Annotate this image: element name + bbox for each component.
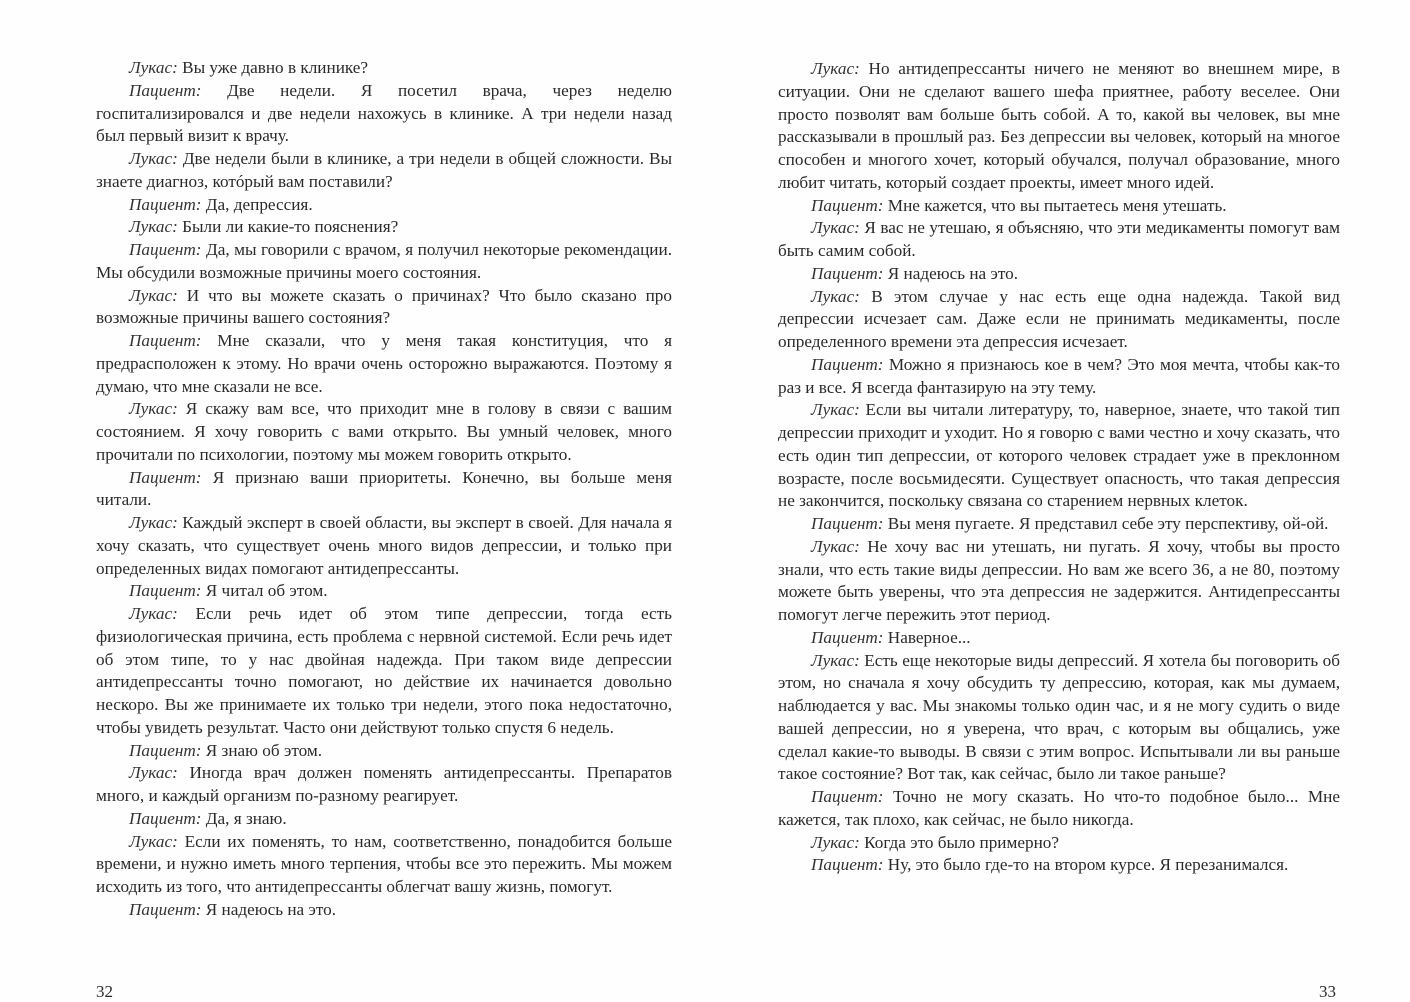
utterance-text: Иногда врач должен поменять антидепрессанты. Препаратов много, и каждый организм по-разному реагирует. [96, 763, 672, 805]
utterance-text: В этом случае у нас есть еще одна надежда. Такой вид депрессии исчезает сам. Даже если не принимать медикаменты, после определенного времени эта депрессия исчезает. [778, 286, 1340, 351]
speaker-label: Пациент: [129, 467, 202, 487]
page-number-left: 32 [96, 982, 113, 1001]
utterance-text: Я надеюсь на это. [201, 899, 337, 919]
utterance-text: Две недели. Я посетил врача, через неделю госпитализировался и две недели нахожусь в клинике. А три недели назад был первый визит к врачу. [96, 80, 672, 146]
dialogue-paragraph [778, 786, 1340, 832]
dialogue-paragraph [778, 513, 1340, 536]
utterance-text: Наверное... [883, 627, 971, 647]
speaker-label: Пациент: [811, 787, 884, 806]
utterance-text: Есть еще некоторые виды депрессий. Я хотела бы поговорить об этом, но сначала я хочу обсудить ту депрессию, которая, как мы думаем, наблюдается у вас. Мы знакомы только один час, и я не могу судить о виде вашей депрессии, но я уверена, что врач, с которым вы общались, уже сделал какие-то выводы. В связи с этим вопрос. Испытывали ли вы раньше такое состояние? Вот так, как сейчас, было ли такое раньше? [778, 650, 1340, 784]
utterance-text: Точно не могу сказать. Но что-то подобное было... Мне кажется, так плохо, как сейчас, не было никогда. [778, 787, 1340, 829]
right-page [705, 0, 1410, 1000]
speaker-label: Пациент: [129, 194, 202, 214]
utterance-text: Вы меня пугаете. Я представил себе эту перспективу, ой-ой. [883, 514, 1329, 533]
speaker-label: Лукас: [129, 763, 178, 783]
utterance-text: Но антидепрессанты ничего не меняют во внешнем мире, в ситуации. Они не сделают вашего шефа приятнее, работу веселее. Они просто позволят вам больше быть собой. А то, какой вы человек, вы мне рассказывали в прошлый раз. Без депрессии вы человек, который на многое способен и многого хочет, который обучался, получал образование, много любит читать, который создает проекты, имеет много идей. [778, 59, 1340, 192]
utterance-text: Я скажу вам все, что приходит мне в голову в связи с вашим состоянием. Я хочу говорить с вами открыто. Вы умный человек, много прочитали по психологии, поэтому мы можем говорить открыто. [96, 399, 672, 464]
speaker-label: Пациент: [129, 808, 202, 828]
utterance-text: Ну, это было где-то на втором курсе. Я перезанимался. [883, 855, 1289, 875]
speaker-label: Пациент: [811, 514, 884, 533]
dialogue-paragraph [96, 603, 672, 740]
utterance-text: Две недели были в клинике, а три недели в общей сложности. Вы знаете диагноз, котóрый вам поставили? [96, 149, 672, 191]
speaker-label: Пациент: [129, 240, 202, 259]
dialogue-paragraph [96, 194, 672, 217]
dialogue-paragraph [96, 512, 672, 580]
left-page-text [96, 57, 672, 922]
dialogue-paragraph [96, 285, 672, 331]
speaker-label: Лукас: [129, 285, 178, 305]
speaker-label: Лукас: [129, 399, 178, 419]
speaker-label: Лукас: [811, 832, 860, 852]
dialogue-paragraph [96, 80, 672, 148]
dialogue-paragraph [778, 399, 1340, 513]
speaker-label: Лукас: [811, 218, 860, 238]
dialogue-paragraph [778, 832, 1340, 855]
utterance-text: Я читал об этом. [201, 581, 328, 601]
speaker-label: Лукас: [129, 217, 178, 237]
speaker-label: Лукас: [129, 604, 178, 623]
dialogue-paragraph [778, 627, 1340, 650]
speaker-label: Лукас: [811, 59, 860, 78]
utterance-text: Я надеюсь на это. [883, 263, 1019, 283]
dialogue-paragraph [96, 148, 672, 194]
speaker-label: Пациент: [129, 581, 202, 601]
utterance-text: Да, я знаю. [201, 808, 287, 828]
dialogue-paragraph [96, 398, 672, 466]
speaker-label: Лукас: [811, 400, 860, 420]
speaker-label: Лукас: [811, 286, 860, 306]
speaker-label: Пациент: [129, 331, 202, 350]
speaker-label: Пациент: [129, 899, 202, 919]
utterance-text: Да, депрессия. [201, 194, 313, 214]
utterance-text: Да, мы говорили с врачом, я получил некоторые рекомендации. Мы обсудили возможные причины моего состояния. [96, 240, 672, 282]
speaker-label: Пациент: [129, 740, 202, 760]
dialogue-paragraph [96, 808, 672, 831]
dialogue-paragraph [96, 740, 672, 763]
utterance-text: Мне кажется, что вы пытаетесь меня утешать. [883, 195, 1227, 215]
utterance-text: И что вы можете сказать о причинах? Что было сказано про возможные причины вашего состояния? [96, 285, 672, 328]
utterance-text: Не хочу вас ни утешать, ни пугать. Я хочу, чтобы вы просто знали, что есть такие виды депрессии. Но вам же всего 36, а не 80, поэтому можете быть уверены, что эта депрессия не задержится. Антидепрессанты помогут легче пережить этот период. [778, 536, 1340, 624]
utterance-text: Можно я признаюсь кое в чем? Это моя мечта, чтобы как-то раз и все. Я всегда фантазирую на эту тему. [778, 354, 1340, 397]
dialogue-paragraph [96, 899, 672, 922]
dialogue-paragraph [778, 263, 1340, 286]
dialogue-paragraph [96, 239, 672, 285]
page-number-right: 33 [1319, 982, 1336, 1001]
speaker-label: Лукас: [129, 513, 178, 532]
dialogue-paragraph [778, 195, 1340, 218]
dialogue-paragraph [96, 330, 672, 398]
right-page-text [778, 58, 1340, 877]
utterance-text: Я знаю об этом. [201, 740, 323, 760]
utterance-text: Я вас не утешаю, я объясняю, что эти медикаменты помогут вам быть самим собой. [778, 218, 1340, 260]
dialogue-paragraph [778, 354, 1340, 400]
utterance-text: Я признаю ваши приоритеты. Конечно, вы больше меня читали. [96, 467, 672, 510]
speaker-label: Пациент: [811, 855, 884, 875]
speaker-label: Пациент: [811, 195, 884, 215]
speaker-label: Лукас: [129, 831, 178, 851]
utterance-text: Когда это было примерно? [859, 832, 1060, 852]
dialogue-paragraph [778, 286, 1340, 354]
dialogue-paragraph [778, 536, 1340, 627]
speaker-label: Лукас: [811, 536, 860, 556]
speaker-label: Лукас: [129, 58, 178, 77]
dialogue-paragraph [96, 216, 672, 239]
speaker-label: Пациент: [129, 80, 202, 100]
dialogue-paragraph [778, 650, 1340, 787]
dialogue-paragraph [96, 57, 672, 80]
left-page [0, 0, 705, 1000]
utterance-text: Каждый эксперт в своей области, вы эксперт в своей. Для начала я хочу сказать, что существует очень много видов депрессии, и только при определенных видах помогают антидепрессанты. [96, 513, 672, 578]
speaker-label: Пациент: [811, 263, 884, 283]
utterance-text: Если вы читали литературу, то, наверное, знаете, что такой тип депрессии приходит и уходит. Но я говорю с вами честно и хочу сказать, что есть один тип депрессии, от которого человек страдает уже в преклонном возрасте, после восьмидесяти. Существует опасность, что такая депрессия не закончится, поскольку связана со старением нервных клеток. [778, 400, 1340, 511]
dialogue-paragraph [96, 467, 672, 513]
dialogue-paragraph [96, 580, 672, 603]
dialogue-paragraph [778, 58, 1340, 195]
speaker-label: Лукас: [129, 149, 178, 168]
dialogue-paragraph [778, 854, 1340, 877]
speaker-label: Лукас: [811, 650, 860, 670]
dialogue-paragraph [778, 217, 1340, 263]
dialogue-paragraph [96, 831, 672, 899]
utterance-text: Если речь идет об этом типе депрессии, тогда есть физиологическая причина, есть проблема с нервной системой. Если речь идет об этом типе, то у нас двойная надежда. При таком виде депрессии антидепрессанты точно помогают, но действие их начинается довольно нескоро. Вы же принимаете их только три недели, этого пока недостаточно, чтобы увидеть результат. Часто они действуют только спустя 6 недель. [96, 604, 672, 737]
speaker-label: Пациент: [811, 354, 884, 374]
utterance-text: Мне сказали, что у меня такая конституция, что я предрасположен к этому. Но врачи очень осторожно выражаются. Поэтому я думаю, что мне сказали не все. [96, 331, 672, 396]
utterance-text: Если их поменять, то нам, соответственно, понадобится больше времени, и нужно иметь много терпения, чтобы все это пережить. Мы можем исходить из того, что антидепрессанты облегчат вашу жизнь, помогут. [96, 831, 672, 896]
dialogue-paragraph [96, 762, 672, 808]
utterance-text: Вы уже давно в клинике? [177, 58, 369, 77]
utterance-text: Были ли какие-то пояснения? [177, 217, 399, 237]
speaker-label: Пациент: [811, 627, 884, 647]
